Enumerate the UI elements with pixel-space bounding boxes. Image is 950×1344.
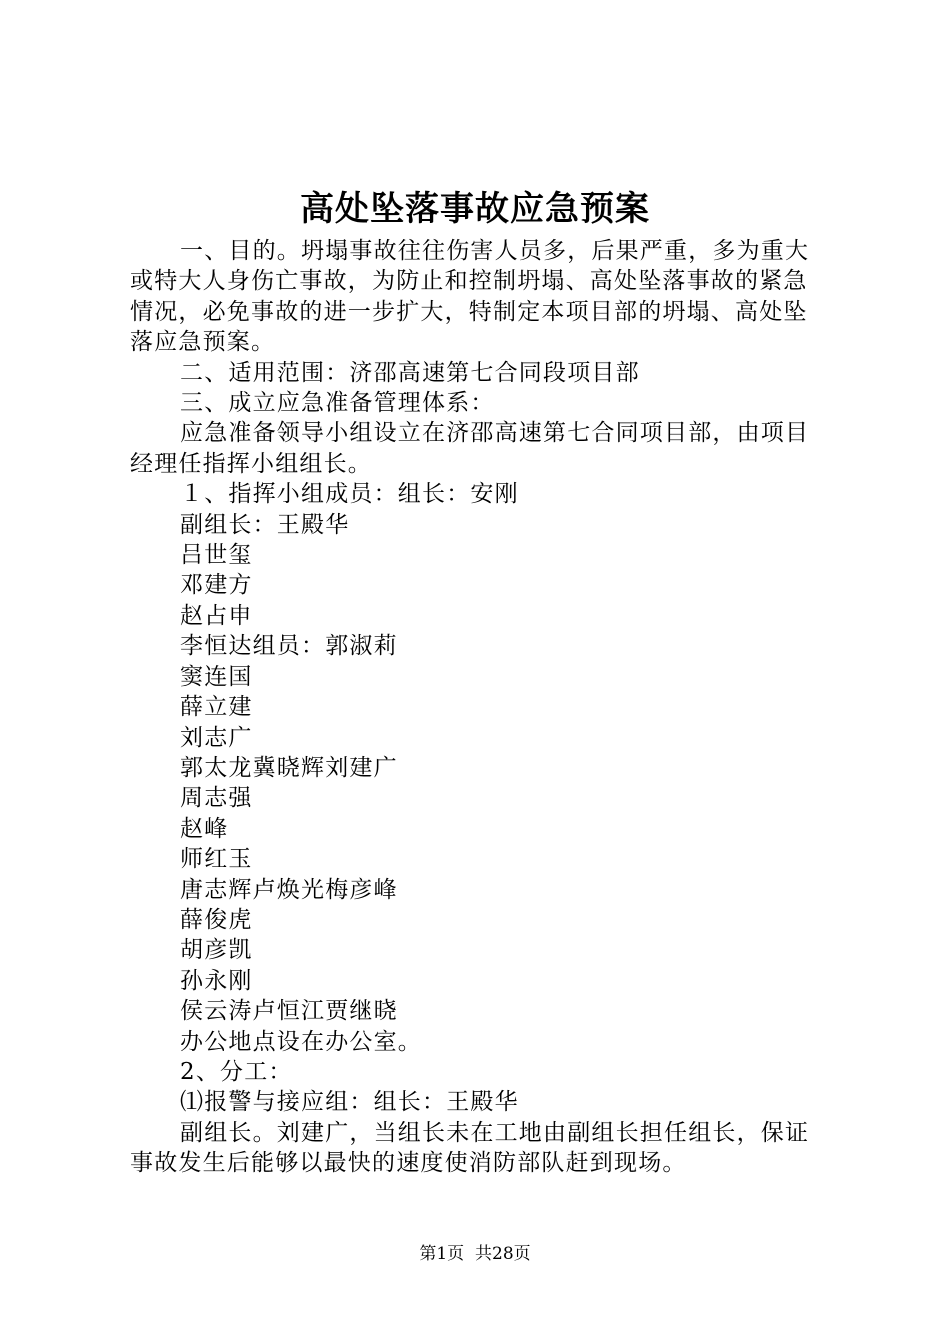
document-line: 唐志辉卢焕光梅彦峰 [180,876,398,903]
document-line: 薛立建 [180,694,253,721]
document-title: 高处坠落事故应急预案 [300,189,650,229]
document-line: 薛俊虎 [180,906,253,933]
document-line: 三、成立应急准备管理体系： [180,390,495,417]
document-line: 邓建方 [180,572,253,599]
document-line: 二、适用范围：济邵高速第七合同段项目部 [180,359,640,386]
document-line: 办公地点设在办公室。 [180,1028,422,1055]
document-line: 周志强 [180,785,253,812]
document-line: 胡彦凯 [180,937,253,964]
document-line: 2、分工： [180,1058,293,1085]
page-number: 第1页 [419,1244,465,1264]
document-line: 副组长：王殿华 [180,511,350,538]
document-line: 应急准备领导小组设立在济邵高速第七合同项目部，由项目经理任指挥小组组长。 [130,420,810,477]
document-body [130,236,830,1179]
document-line: 赵占申 [180,602,253,629]
document-line: 侯云涛卢恒江贾继晓 [180,998,398,1025]
document-line: 李恒达组员：郭淑莉 [180,633,398,660]
document-line: １、指挥小组成员：组长：安刚 [180,481,519,508]
document-line: 师红玉 [180,846,253,873]
document-line: 刘志广 [180,724,253,751]
document-line: 窦连国 [180,663,253,690]
document-line: 副组长。刘建广，当组长未在工地由副组长担任组长，保证事故发生后能够以最快的速度使消防部队赶到现场。 [130,1119,810,1177]
page-total: 共28页 [475,1244,531,1264]
document-line: 郭太龙冀晓辉刘建广 [180,754,398,781]
document-line: 一、目的。坍塌事故往往伤害人员多，后果严重，多为重大或特大人身伤亡事故，为防止和控制坍塌、高处坠落事故的紧急情况，必免事故的进一步扩大，特制定本项目部的坍塌、高处坠落应急预案。 [130,238,810,356]
document-line: ⑴报警与接应组：组长：王殿华 [180,1089,519,1116]
document-line: 赵峰 [180,815,229,842]
page-footer [0,1242,950,1266]
document-line: 孙永刚 [180,967,253,994]
document-line: 吕世玺 [180,542,253,569]
